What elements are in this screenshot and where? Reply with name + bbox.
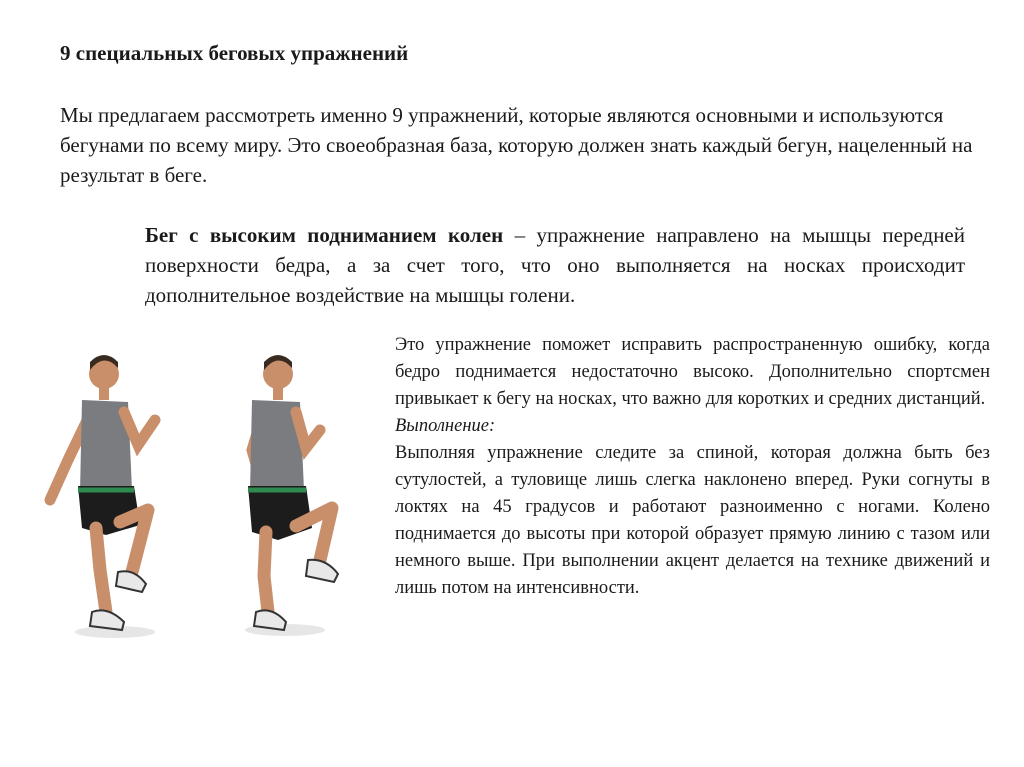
exercise-definition xyxy=(145,220,965,310)
execution-paragraph: Выполняя упражнение следите за спиной, которая должна быть без сутулостей, а туловище лишь слегка наклонено вперед. Руки согнуты в локтях на 45 градусов и работают разноименно с ногами. Колено поднимается до высоты при которой образует прямую линию с тазом или немного выше. При выполнении акцент делается на технике движений и лишь потом на интенсивности. xyxy=(395,443,990,598)
execution-label: Выполнение: xyxy=(395,416,496,436)
page-title: 9 специальных беговых упражнений xyxy=(60,41,409,65)
runner-figure-left xyxy=(20,350,365,650)
exercise-description: – упражнение направлено на мышцы передней поверхности бедра, а за счет того, что оно выполняется на носках происходит дополнительное воздействие на мышцы голени. xyxy=(145,223,965,307)
benefit-paragraph: Это упражнение поможет исправить распространенную ошибку, когда бедро поднимается недостаточно высоко. Дополнительно спортсмен привыкает к бегу на носках, что важно для коротких и средних дистанций. xyxy=(395,335,990,409)
intro-paragraph: Мы предлагаем рассмотреть именно 9 упражнений, которые являются основными и используются бегунами по всему миру. Это своеобразная база, которую должен знать каждый бегун, нацеленный на результат в беге. xyxy=(60,103,973,187)
runner-a xyxy=(50,355,155,630)
runner-b xyxy=(248,355,338,630)
exercise-illustration xyxy=(20,350,365,650)
exercise-name: Бег с высоким подниманием колен xyxy=(145,223,504,247)
exercise-details xyxy=(395,332,990,602)
